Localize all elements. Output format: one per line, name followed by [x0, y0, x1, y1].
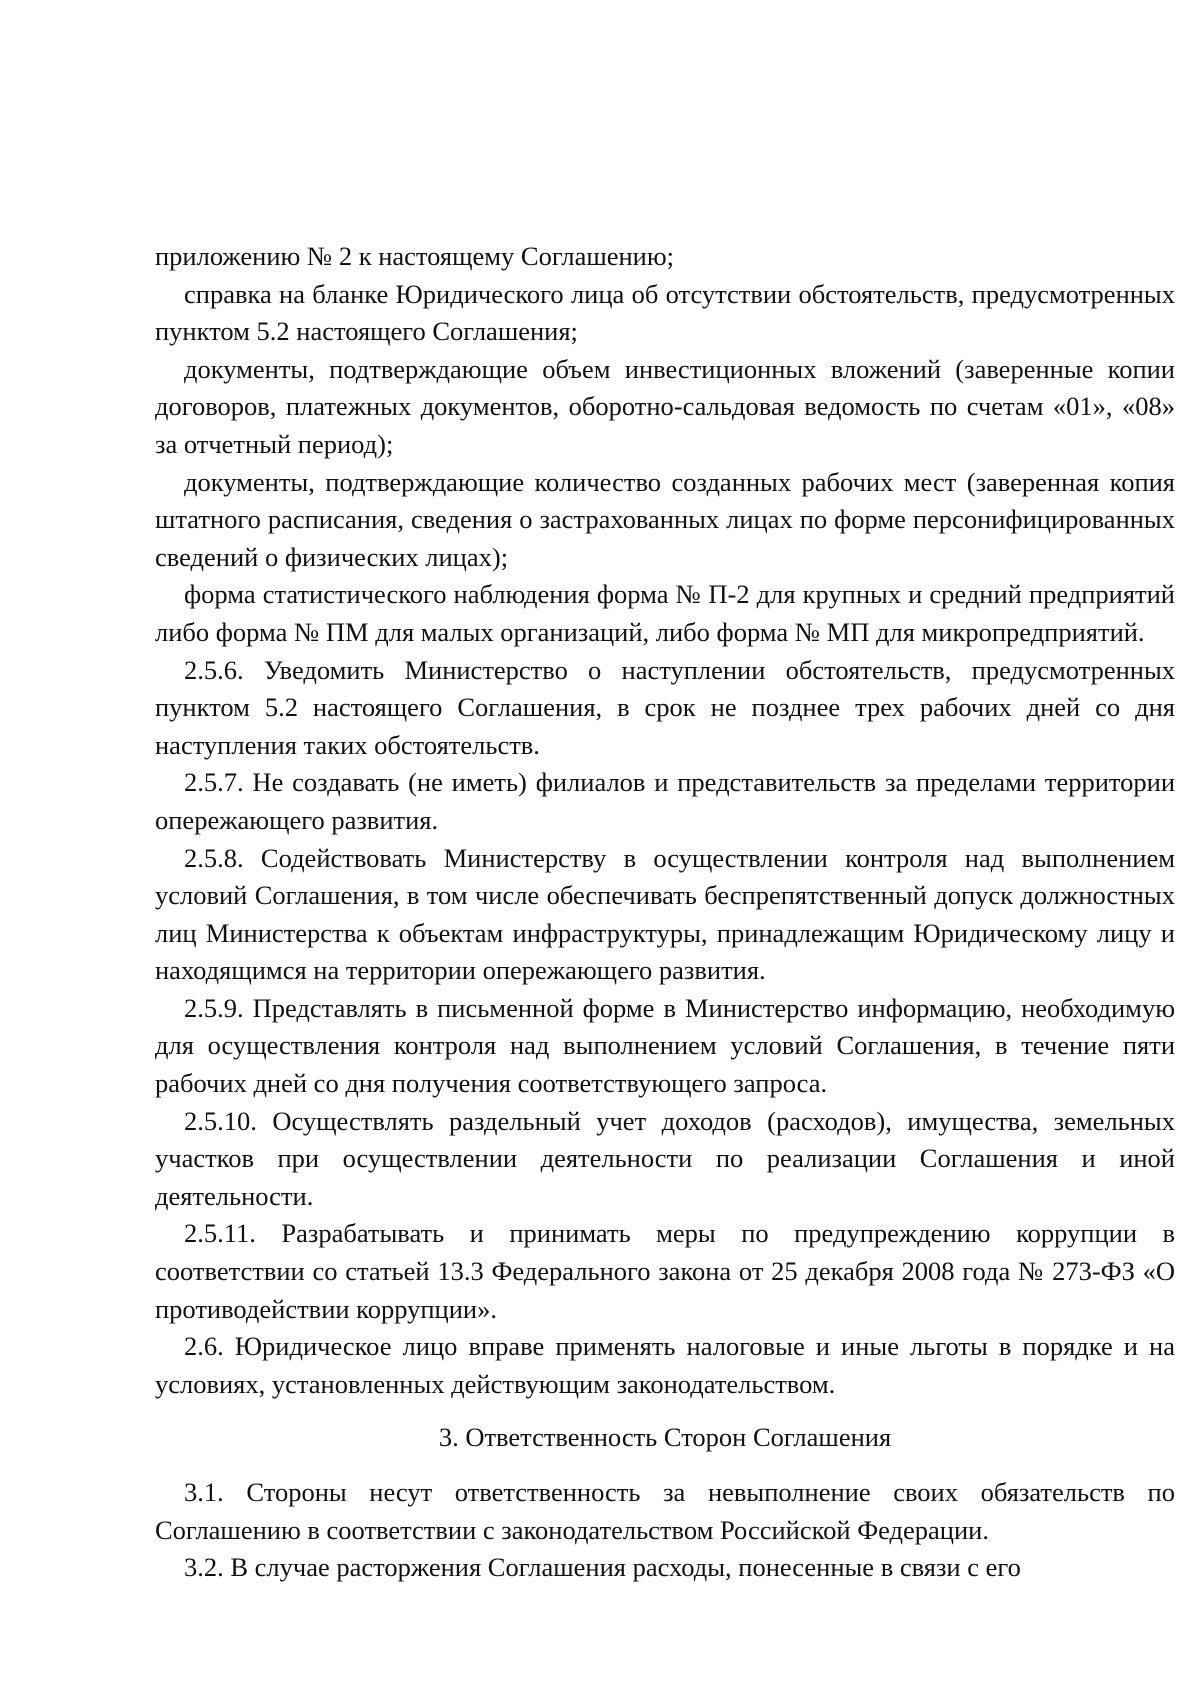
- paragraph-jobs-documents: документы, подтверждающие количество созданных рабочих мест (заверенная копия штатного расписания, сведения о застрахованных лицах по форме персонифицированных сведений о физических лицах);: [155, 466, 1175, 572]
- clause-3-2: 3.2. В случае расторжения Соглашения расходы, понесенные в связи с его: [184, 1552, 1021, 1583]
- paragraph-annex-reference: приложению № 2 к настоящему Соглашению;: [155, 241, 675, 271]
- paragraph-statistics-form: форма статистического наблюдения форма № П-2 для крупных и средний предприятий либо форма № ПМ для малых организаций, либо форма № МП для микропредприятий.: [155, 579, 1175, 647]
- clause-2-5-8: 2.5.8. Содействовать Министерству в осуществлении контроля над выполнением условий Соглашения, в том числе обеспечивать беспрепятственный допуск должностных лиц Министерства к объектам инфраструктуры, принадлежащим Юридическому лицу и находящимся на территории опережающего развития.: [155, 842, 1175, 986]
- clause-2-5-11: 2.5.11. Разрабатывать и принимать меры по предупреждению коррупции в соответствии со статьей 13.3 Федерального закона от 25 декабря 2008 года № 273-ФЗ «О противодействии коррупции».: [155, 1218, 1175, 1324]
- clause-3-1: 3.1. Стороны несут ответственность за невыполнение своих обязательств по Соглашению в соответствии с законодательством Российской Федерации.: [155, 1477, 1175, 1545]
- clause-2-5-9: 2.5.9. Представлять в письменной форме в Министерство информацию, необходимую для осуществления контроля над выполнением условий Соглашения, в течение пяти рабочих дней со дня получения соответствующего запроса.: [155, 992, 1175, 1099]
- paragraph-certificate: справка на бланке Юридического лица об отсутствии обстоятельств, предусмотренных пунктом 5.2 настоящего Соглашения;: [155, 278, 1175, 347]
- clause-2-6: 2.6. Юридическое лицо вправе применять налоговые и иные льготы в порядке и на условиях, установленных действующим законодательством.: [155, 1331, 1175, 1399]
- clause-2-5-6: 2.5.6. Уведомить Министерство о наступлении обстоятельств, предусмотренных пунктом 5.2 настоящего Соглашения, в срок не позднее трех рабочих дней со дня наступления таких обстоятельств.: [155, 654, 1175, 760]
- document-body: [155, 238, 1175, 1587]
- paragraph-investment-documents: документы, подтверждающие объем инвестиционных вложений (заверенные копии договоров, платежных документов, оборотно-сальдовая ведомость по счетам «01», «08» за отчетный период);: [155, 353, 1175, 459]
- section-heading: 3. Ответственность Сторон Соглашения: [438, 1422, 892, 1453]
- clause-2-5-10: 2.5.10. Осуществлять раздельный учет доходов (расходов), имущества, земельных участков при осуществлении деятельности по реализации Соглашения и иной деятельности.: [155, 1105, 1175, 1211]
- clause-2-5-7: 2.5.7. Не создавать (не иметь) филиалов и представительств за пределами территории опережающего развития.: [155, 767, 1175, 835]
